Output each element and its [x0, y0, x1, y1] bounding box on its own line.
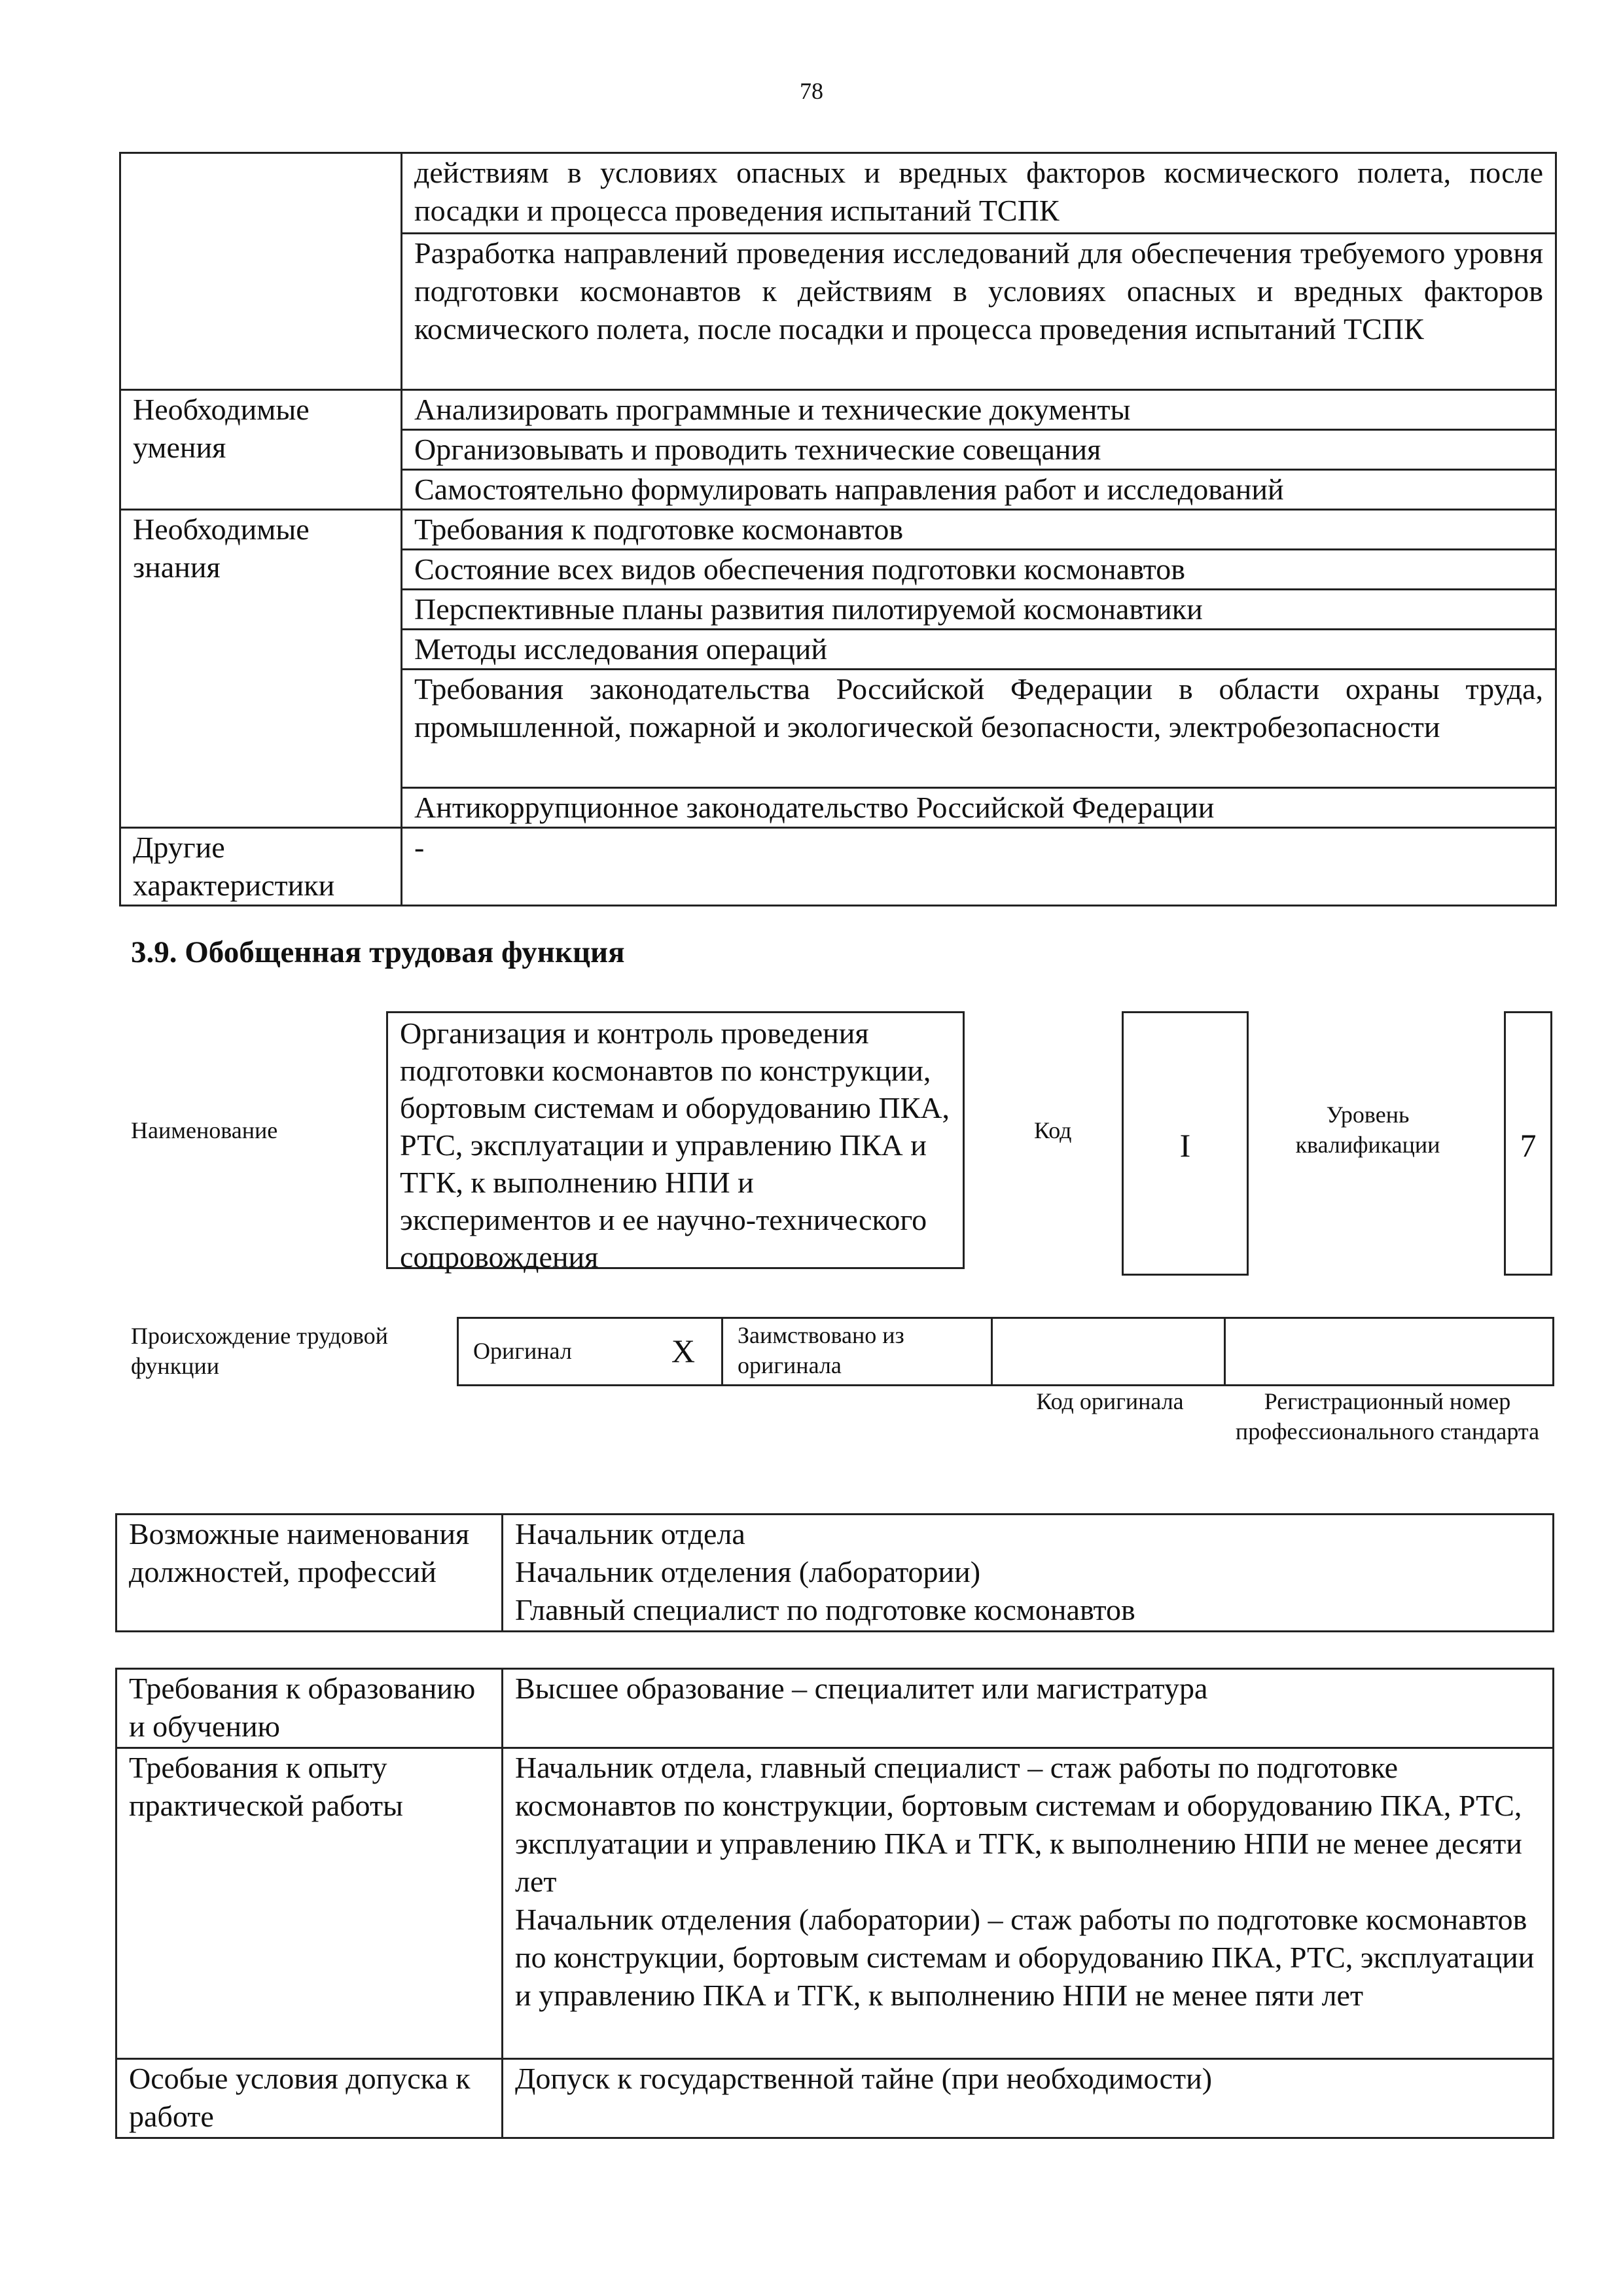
competency-table	[119, 152, 1557, 906]
original-cell	[458, 1318, 722, 1386]
list-item: Начальник отделения (лаборатории)	[515, 1555, 981, 1588]
row-label-continuation	[120, 153, 402, 390]
list-item: -	[402, 828, 1556, 906]
table-row	[116, 1748, 1554, 2059]
education-label: Требования к образованию и обучению	[116, 1669, 503, 1748]
level-box	[1504, 1011, 1552, 1276]
list-item: действиям в условиях опасных и вредных факторов космического полета, после посадки и процесса проведения испытаний ТСПК	[402, 153, 1556, 234]
list-item: Требования законодательства Российской Федерации в области охраны труда, промышленной, пожарной и экологической безопасности, электробезопасности	[402, 670, 1556, 788]
code-label: Код	[1034, 1117, 1072, 1143]
row-label-skills: Необходимые умения	[120, 390, 402, 510]
list-item: Самостоятельно формулировать направления работ и исследований	[402, 470, 1556, 510]
positions-table	[115, 1513, 1554, 1632]
list-item: Перспективные планы развития пилотируемой космонавтики	[402, 590, 1556, 630]
positions-label: Возможные наименования должностей, профессий	[116, 1515, 503, 1632]
original-label: Оригинал	[473, 1338, 572, 1364]
origin-table	[457, 1317, 1554, 1386]
section-title: 3.9. Обобщенная трудовая функция	[131, 935, 625, 969]
table-row	[458, 1318, 1554, 1386]
list-item: Анализировать программные и технические документы	[402, 390, 1556, 430]
table-row	[120, 153, 1556, 234]
table-row	[116, 1669, 1554, 1748]
table-row	[120, 510, 1556, 550]
admission-value: Допуск к государственной тайне (при необходимости)	[503, 2059, 1554, 2138]
code-box	[1122, 1011, 1249, 1276]
original-mark: X	[671, 1333, 695, 1369]
positions-list	[503, 1515, 1554, 1632]
level-value: 7	[1520, 1127, 1537, 1164]
table-row	[120, 828, 1556, 906]
page-number: 78	[800, 78, 823, 104]
level-label: Уровень квалификации	[1295, 1102, 1440, 1158]
list-item: Антикоррупционное законодательство Российской Федерации	[402, 788, 1556, 828]
education-value: Высшее образование – специалитет или магистратура	[503, 1669, 1554, 1748]
reg-number-cell	[1225, 1318, 1554, 1386]
table-row	[116, 1515, 1554, 1632]
list-item: Начальник отдела, главный специалист – стаж работы по подготовке космонавтов по конструкции, бортовым системам и оборудованию ПКА, РТС, эксплуатации и управлению ПКА и ТГК, к выполнению НПИ не менее десяти лет	[515, 1751, 1522, 1898]
list-item: Начальник отделения (лаборатории) – стаж работы по подготовке космонавтов по конструкции, бортовым системам и оборудованию ПКА, РТС, эксплуатации и управлению ПКА и ТГК, к выполнению НПИ не менее пяти лет	[515, 1903, 1535, 2012]
requirements-table	[115, 1668, 1554, 2139]
table-row	[116, 2059, 1554, 2138]
experience-value	[503, 1748, 1554, 2059]
table-row	[120, 390, 1556, 430]
function-name: Организация и контроль проведения подготовки космонавтов по конструкции, бортовым системам и оборудованию ПКА, РТС, эксплуатации и управлению ПКА и ТГК, к выполнению НПИ и экспериментов и ее научно-технического сопровождения	[400, 1016, 950, 1274]
experience-label: Требования к опыту практической работы	[116, 1748, 503, 2059]
admission-label: Особые условия допуска к работе	[116, 2059, 503, 2138]
function-name-box	[386, 1011, 965, 1274]
list-item: Состояние всех видов обеспечения подготовки космонавтов	[402, 550, 1556, 590]
borrowed-label: Заимствовано из оригинала	[722, 1318, 992, 1386]
list-item: Организовывать и проводить технические совещания	[402, 430, 1556, 470]
list-item: Методы исследования операций	[402, 630, 1556, 670]
row-label-knowledge: Необходимые знания	[120, 510, 402, 828]
row-label-other: Другие характеристики	[120, 828, 402, 906]
name-label: Наименование	[131, 1117, 278, 1143]
list-item: Начальник отдела	[515, 1517, 745, 1551]
list-item: Требования к подготовке космонавтов	[402, 510, 1556, 550]
code-value: I	[1179, 1127, 1191, 1164]
code-original-caption: Код оригинала	[1036, 1388, 1184, 1414]
origin-label: Происхождение трудовой функции	[131, 1323, 388, 1379]
reg-number-caption: Регистрационный номер профессионального стандарта	[1235, 1388, 1540, 1444]
code-original-cell	[992, 1318, 1225, 1386]
list-item: Разработка направлений проведения исследований для обеспечения требуемого уровня подготовки космонавтов к действиям в условиях опасных и вредных факторов космического полета, после посадки и процесса проведения испытаний ТСПК	[402, 234, 1556, 390]
list-item: Главный специалист по подготовке космонавтов	[515, 1593, 1135, 1626]
